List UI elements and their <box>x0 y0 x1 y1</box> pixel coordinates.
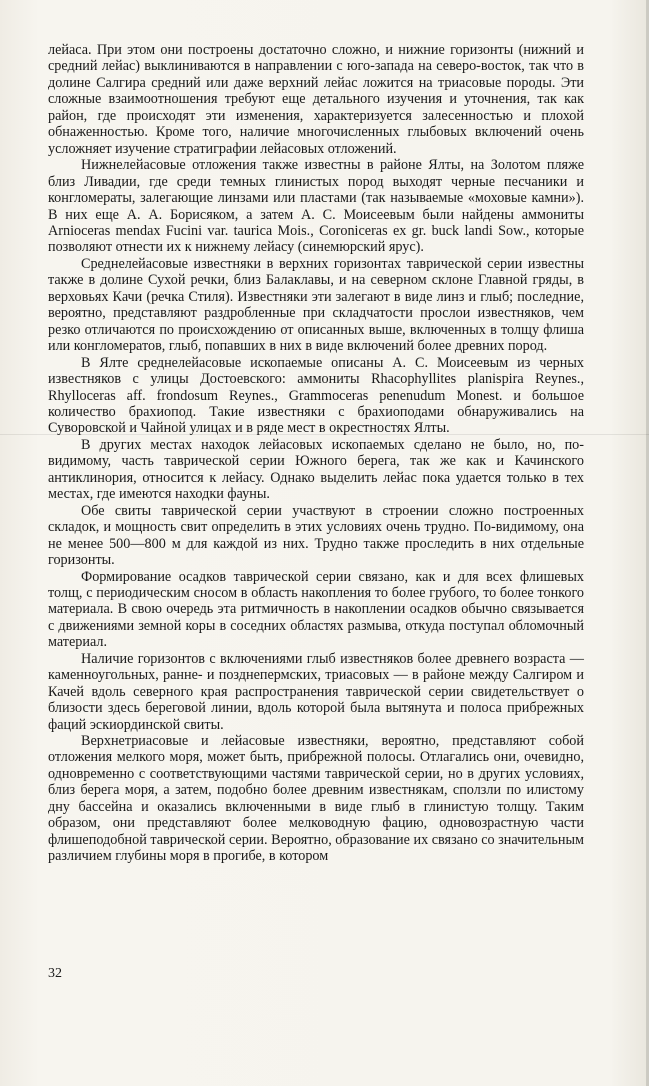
paragraph: Формирование осадков таврической серии связано, как и для всех флишевых толщ, с периодическим сносом в область накопления то более грубого, то более тонкого материала. В свою очередь эта ритмичность в накоплении осадков обычно связывается с движениями земной коры в соседних областях размыва, откуда поступал обломочный материал. <box>48 568 584 651</box>
paragraph: В других местах находок лейасовых ископаемых сделано не было, но, по-видимому, часть таврической серии Южного берега, так же как и Качинского антиклинория, относится к лейасу. Однако выделить лейас пока удается только в тех местах, где имеются находки фауны. <box>48 436 584 503</box>
paragraph: Нижнелейасовые отложения также известны в районе Ялты, на Золотом пляже близ Ливадии, где среди темных глинистых пород выходят черные песчаники и конгломераты, залегающие линзами или пластами (так называемые «моховые камни»). В них еще А. А. Борисяком, а затем А. С. Моисеевым были найдены аммониты Arnioceras mendax Fucini var. taurica Mois., Coroniceras ex gr. buck landi Sow., которые позволяют отнести их к нижнему лейасу (синемюрский ярус). <box>48 157 584 256</box>
paragraph: лейаса. При этом они построены достаточно сложно, и нижние горизонты (нижний и средний лейас) выклиниваются в направлении с юго-запада на северо-восток, так что в долине Салгира средний или даже верхний лейас ложится на триасовые породы. Эти сложные взаимоотношения требуют еще детального изучения и уточнения, так как район, где происходят эти изменения, характеризуется залесенностью и плохой обнаженностью. Кроме того, наличие многочисленных глыбовых включений очень усложняет изучение стратиграфии лейасовых отложений. <box>48 42 584 157</box>
body-text <box>48 42 584 865</box>
page-number: 32 <box>48 966 62 981</box>
paragraph: В Ялте среднелейасовые ископаемые описаны А. С. Моисеевым из черных известняков с улицы Достоевского: аммониты Rhacophyllites planispira Reynes., Rhylloceras aff. frondosum Reynes., Grammoceras penenudum Monest. и большое количество брахиопод. Такие известняки с брахиоподами обнаруживались на Суворовской и Чайной улицах и в ряде мест в окрестностях Ялты. <box>48 354 584 437</box>
paragraph: Наличие горизонтов с включениями глыб известняков более древнего возраста — каменноугольных, ранне- и позднепермских, триасовых — в районе между Салгиром и Качей вдоль северного края распространения таврической серии свидетельствует о близости здесь береговой линии, вдоль которой была вытянута и полоса прибрежных фаций эскиординской свиты. <box>48 650 584 733</box>
paragraph: Среднелейасовые известняки в верхних горизонтах таврической серии известны также в долине Сухой речки, близ Балаклавы, и на северном склоне Главной гряды, в верховьях Качи (речка Стиля). Известняки эти залегают в виде линз и глыб; последние, вероятно, представляют раздробленные при складчатости прослои известняков, чем резко отличаются по происхождению от описанных выше, включенных в толщу флиша или конгломератов, глыб, попавших в них в виде включений более древних пород. <box>48 255 584 355</box>
paragraph: Обе свиты таврической серии участвуют в строении сложно построенных складок, и мощность свит определить в этих условиях очень трудно. По-видимому, она не менее 500—800 м для каждой из них. Трудно также проследить в них отдельные горизонты. <box>48 502 584 569</box>
paragraph: Верхнетриасовые и лейасовые известняки, вероятно, представляют собой отложения мелкого моря, может быть, прибрежной полосы. Отлагались они, очевидно, одновременно с соответствующими частями таврической серии, но в других условиях, близ берега моря, а затем, подобно более древним известнякам, сползли по илистому дну бассейна и оказались включенными в виде глыб в глинистую толщу. Таким образом, они представляют более мелководную фацию, одновозрастную части флишеподобной таврической серии. Вероятно, образование их связано со значительным различием глубины моря в прогибе, в котором <box>48 733 584 865</box>
